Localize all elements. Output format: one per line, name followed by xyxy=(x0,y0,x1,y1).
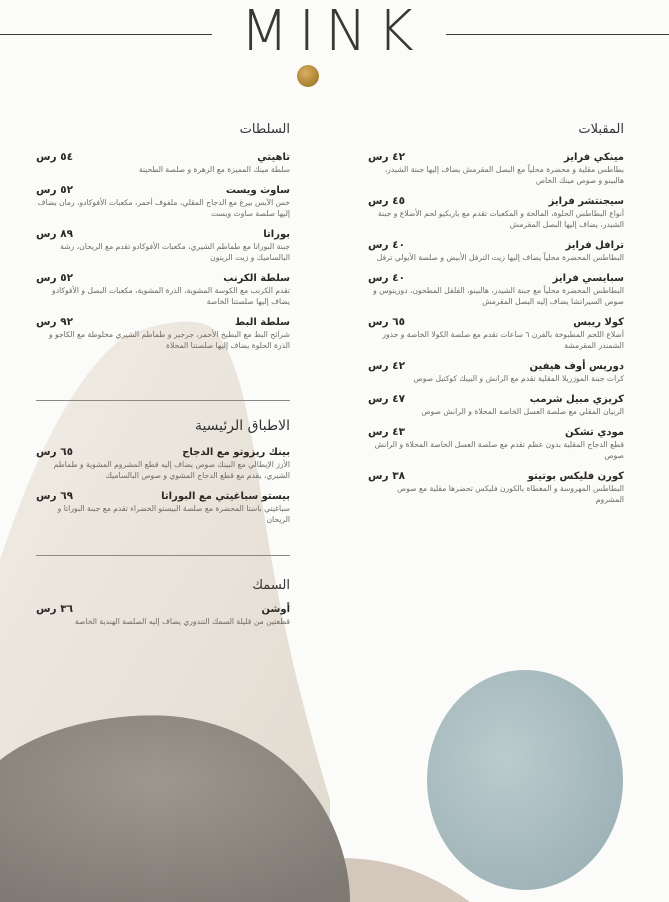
gold-dot-ornament xyxy=(297,65,319,87)
section-salads xyxy=(36,122,290,360)
menu-item xyxy=(368,239,624,263)
item-name: سيجنتشر فرايز xyxy=(548,196,624,207)
item-price: ٤٠ رس xyxy=(368,239,406,251)
item-name: بوراتا xyxy=(263,229,290,240)
menu-item xyxy=(36,490,290,525)
section-title: الاطباق الرئيسية xyxy=(194,418,290,434)
item-description: سلطة مينك المميزة مع الزهرة و صلصة الطحينة xyxy=(138,165,290,174)
header-rule-left xyxy=(0,34,212,35)
menu-item xyxy=(368,195,624,230)
item-price: ٦٩ رس xyxy=(36,490,74,502)
item-name: بيستو سباغيتي مع البوراتا xyxy=(161,491,290,502)
brand-logo: MINK xyxy=(240,0,424,64)
menu-item xyxy=(36,228,290,263)
section-title: السلطات xyxy=(239,122,290,137)
item-description: خس الآيس بيرغ مع الدجاج المقلي، ملفوف أحمر، مكعبات الأفوكادو، رمان يضاف إليها صلصة ساوث ويست xyxy=(37,198,290,218)
item-price: ٥٢ رس xyxy=(36,184,74,196)
menu-item xyxy=(36,184,290,219)
item-name: مينكي فرايز xyxy=(564,152,624,163)
item-price: ٤٢ رس xyxy=(368,151,406,163)
menu-item xyxy=(368,393,624,417)
item-description: قطعتين من قليلة السمك التندوري يضاف إليه الصلصة الهندية الخاصة xyxy=(74,617,290,626)
menu-item xyxy=(36,603,290,627)
item-price: ٥٤ رس xyxy=(36,151,74,163)
item-description: قطع الدجاج المقلية بدون عظم تقدم مع صلصة العسل الخاصة المحلاة و الرانش صوص xyxy=(374,440,624,460)
item-name: أوشن xyxy=(261,604,290,615)
item-description: البطاطس المهروسة و المغطاة بالكورن فليكس تحضرها مقلية مع صوص المشروم xyxy=(397,484,624,504)
item-name: سبايسي فرايز xyxy=(552,273,624,284)
item-description: تقدم الكرنب مع الكوسة المشوية، الذرة المشوية، مكعبات البصل و الأفوكادو يضاف إليها صلصتنا الخاصة xyxy=(52,286,290,306)
item-description: البطاطس المحضرة محلياً يضاف إليها زيت الترفل الأبيض و صلصة الأيولي ترفل xyxy=(376,253,624,262)
item-price: ٦٥ رس xyxy=(36,446,74,458)
section-title: المقبلات xyxy=(578,122,624,137)
item-price: ٦٥ رس xyxy=(368,316,406,328)
menu-item xyxy=(368,151,624,186)
item-description: بطاطس مقلية و محضرة محلياً مع البصل المقرمش يضاف إليها جبنة الشيدر، هالبينو و صوص مينك الخاص xyxy=(384,165,624,185)
item-description: الربيان المقلي مع صلصة العسل الخاصة المحلاة و الرانش صوص xyxy=(421,407,624,416)
item-description: كرات جبنة الموزريلا المقلية تقدم مع الرانش و البيبك كوكتيل صوص xyxy=(413,374,624,383)
menu-item xyxy=(36,316,290,351)
item-description: شرائح البط مع البطيخ الأحمر، جرجير و طماطم الشيري مخلوطة مع الكاجو و الذرة الحلوة يضاف إليها صلصتنا المحلاة xyxy=(48,330,290,350)
item-name: ساوث ويست xyxy=(225,185,290,196)
item-price: ٨٩ رس xyxy=(36,228,74,240)
menu-item xyxy=(368,426,624,461)
menu-item xyxy=(368,316,624,351)
section-title: السمك xyxy=(252,578,290,593)
item-price: ٣٦ رس xyxy=(36,603,74,615)
section-divider xyxy=(36,555,290,556)
header-rule-right xyxy=(446,34,669,35)
menu-item xyxy=(36,272,290,307)
blue-stone-shape xyxy=(427,670,623,890)
menu-item xyxy=(368,272,624,307)
item-name: كورن فليكس بوتيتو xyxy=(527,471,624,482)
item-description: أنواع البطاطس الحلوة، المالحة و المكعبات تقدم مع باربكيو لحم الأضلاع و جبنة الشيدر، يضاف إليها البصل المقرمش xyxy=(377,209,624,229)
item-name: كريزي مبيل شرمب xyxy=(529,394,624,405)
item-name: سلطة الكرنب xyxy=(223,273,290,284)
section-divider xyxy=(36,400,290,401)
item-name: مودي تشكن xyxy=(565,427,624,438)
item-description: سباغيتي باستا المحضرة مع صلصة البيستو الخضراء تقدم مع جبنة البوراتا و الريحان xyxy=(57,504,290,524)
item-name: دوريس أوف هيفين xyxy=(529,361,624,372)
section-mains xyxy=(36,418,290,534)
menu-item xyxy=(368,360,624,384)
item-price: ٤٥ رس xyxy=(368,195,406,207)
item-price: ٤٢ رس xyxy=(368,360,406,372)
item-name: سلطة البط xyxy=(234,317,290,328)
item-name: تاهيتي xyxy=(257,152,290,163)
item-description: جبنة البوراتا مع طماطم الشيري، مكعبات الأفوكادو تقدم مع الريحان، رشة البالساميك و زيت الزيتون xyxy=(60,242,290,262)
menu-item xyxy=(368,470,624,505)
item-description: البطاطس المحضرة محلياً مع جبنة الشيدر، هالبينو، الفلفل المطحون، دوريتوس و صوص السيراتشا يضاف إليه البصل المقرمش xyxy=(373,286,624,306)
item-description: الأرز الإيطالي مع البينك صوص يضاف إليه قطع المشروم المشوية و طماطم الشيري، يقدم مع قطع الدجاج المشوي و صوص البالساميك xyxy=(53,460,290,480)
section-starters xyxy=(368,122,624,514)
item-price: ٤٣ رس xyxy=(368,426,406,438)
menu-item xyxy=(36,151,290,175)
item-name: ترافل فرايز xyxy=(565,240,624,251)
item-name: بينك ريزوتو مع الدجاج xyxy=(182,447,290,458)
item-price: ٥٢ رس xyxy=(36,272,74,284)
item-price: ٤٠ رس xyxy=(368,272,406,284)
item-price: ٤٧ رس xyxy=(368,393,406,405)
item-description: أضلاع اللحم المطبوخة بالفرن ٦ ساعات تقدم مع صلصة الكولا الخاصة و جذور الشمندر المقرمشة xyxy=(382,330,624,350)
item-price: ٩٢ رس xyxy=(36,316,74,328)
item-name: كولا ريبس xyxy=(573,317,624,328)
item-price: ٣٨ رس xyxy=(368,470,406,482)
section-fish xyxy=(36,578,290,636)
menu-item xyxy=(36,446,290,481)
